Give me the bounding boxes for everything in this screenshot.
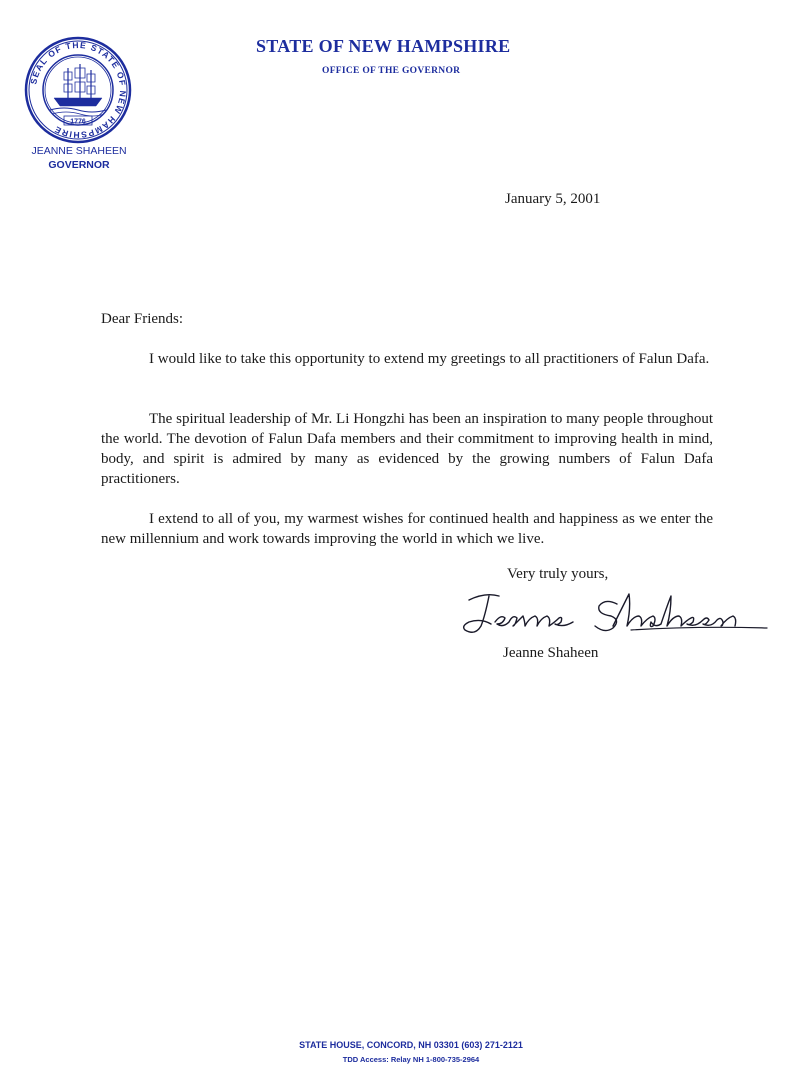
handwritten-signature — [455, 586, 775, 646]
paragraph-text: I extend to all of you, my warmest wishes for continued health and happiness as we enter the new millennium and work towards improving the world in which we live. — [101, 511, 713, 547]
closing: Very truly yours, — [507, 566, 609, 582]
letter-paragraph-2 — [101, 409, 713, 489]
state-seal-icon — [24, 36, 132, 144]
seal-year: 1776 — [70, 118, 86, 126]
letter-paragraph-3 — [101, 509, 713, 549]
printed-name: Jeanne Shaheen — [503, 645, 599, 661]
paragraph-text: The spiritual leadership of Mr. Li Hongzhi has been an inspiration to many people throughout the world. The devotion of Falun Dafa members and their commitment to improving health in mind, body, and spirit is admired by many as evidenced by the growing numbers of Falun Dafa practitioners. — [101, 411, 713, 487]
footer-address: STATE HOUSE, CONCORD, NH 03301 (603) 271-2121 — [299, 1040, 523, 1050]
letter-paragraph-1 — [101, 349, 713, 369]
governor-name: JEANNE SHAHEEN — [31, 145, 127, 157]
salutation: Dear Friends: — [101, 311, 184, 327]
paragraph-text: I would like to take this opportunity to extend my greetings to all practitioners of Falun Dafa. — [149, 351, 710, 367]
office-subtitle: OFFICE OF THE GOVERNOR — [322, 66, 461, 76]
governor-block — [0, 144, 158, 172]
governor-title: GOVERNOR — [48, 159, 110, 171]
letter-date: January 5, 2001 — [505, 191, 601, 207]
seal-text: SEAL OF THE STATE OF NEW HAMPSHIRE — [28, 39, 129, 141]
footer-tdd: TDD Access: Relay NH 1-800-735-2964 — [342, 1055, 480, 1064]
state-title: STATE OF NEW HAMPSHIRE — [256, 36, 511, 56]
